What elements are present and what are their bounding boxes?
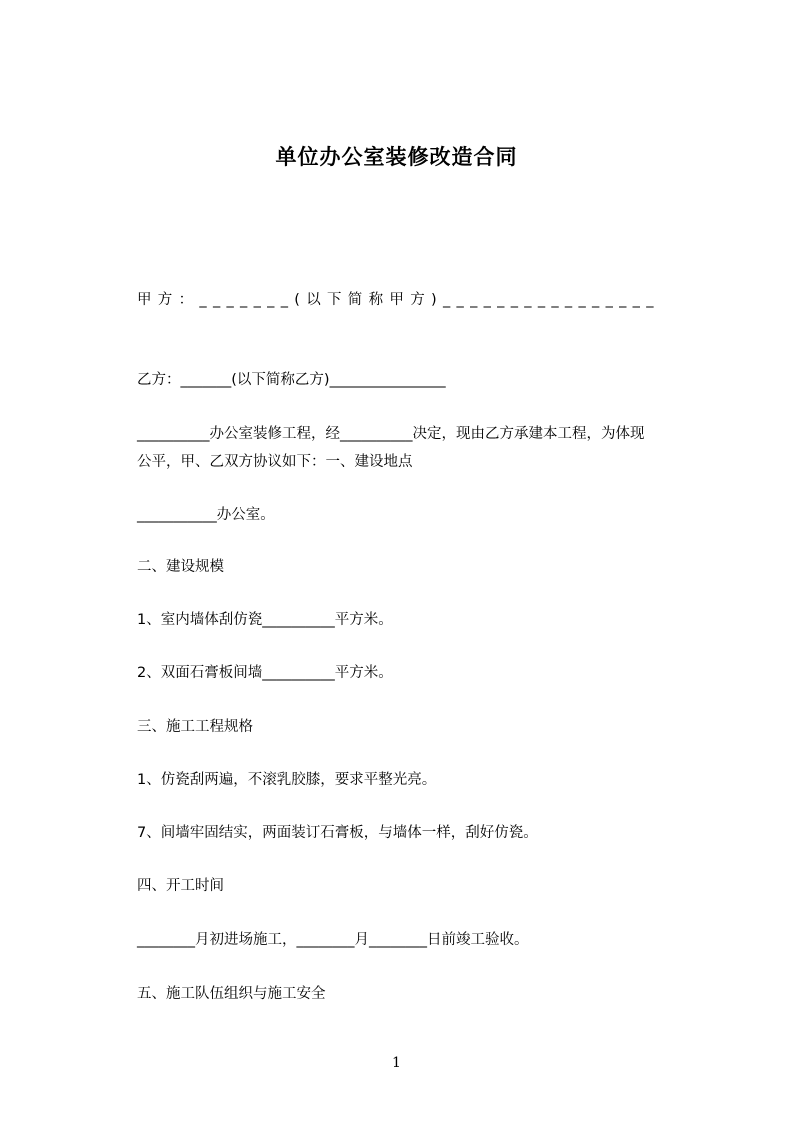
intro-paragraph-line-2: 公平，甲、乙双方协议如下：一、建设地点	[137, 454, 413, 470]
scale-item-2: 2、双面石膏板间墙__________平方米。	[137, 665, 393, 681]
section-4-heading: 四、开工时间	[137, 878, 224, 894]
location-line: ___________办公室。	[137, 507, 275, 523]
page-number: 1	[392, 1055, 401, 1071]
start-time-line: ________月初进场施工，________月________日前竣工验收。	[137, 932, 529, 948]
section-3-heading: 三、施工工程规格	[137, 719, 253, 735]
intro-paragraph-line-1: __________办公室装修工程，经__________决定，现由乙方承建本工程，为体现	[137, 426, 645, 442]
party-a-line: 甲方：_______(以下简称甲方)________________	[137, 292, 660, 308]
section-5-heading: 五、施工队伍组织与施工安全	[137, 986, 326, 1002]
spec-item-7: 7、间墙牢固结实，两面装订石膏板，与墙体一样，刮好仿瓷。	[137, 825, 538, 841]
scale-item-1: 1、室内墙体刮仿瓷__________平方米。	[137, 612, 393, 628]
document-title: 单位办公室装修改造合同	[275, 145, 518, 169]
section-2-heading: 二、建设规模	[137, 559, 224, 575]
party-b-line: 乙方：_______(以下简称乙方)________________	[137, 372, 446, 388]
spec-item-1: 1、仿瓷刮两遍，不滚乳胶膝，要求平整光亮。	[137, 772, 437, 788]
